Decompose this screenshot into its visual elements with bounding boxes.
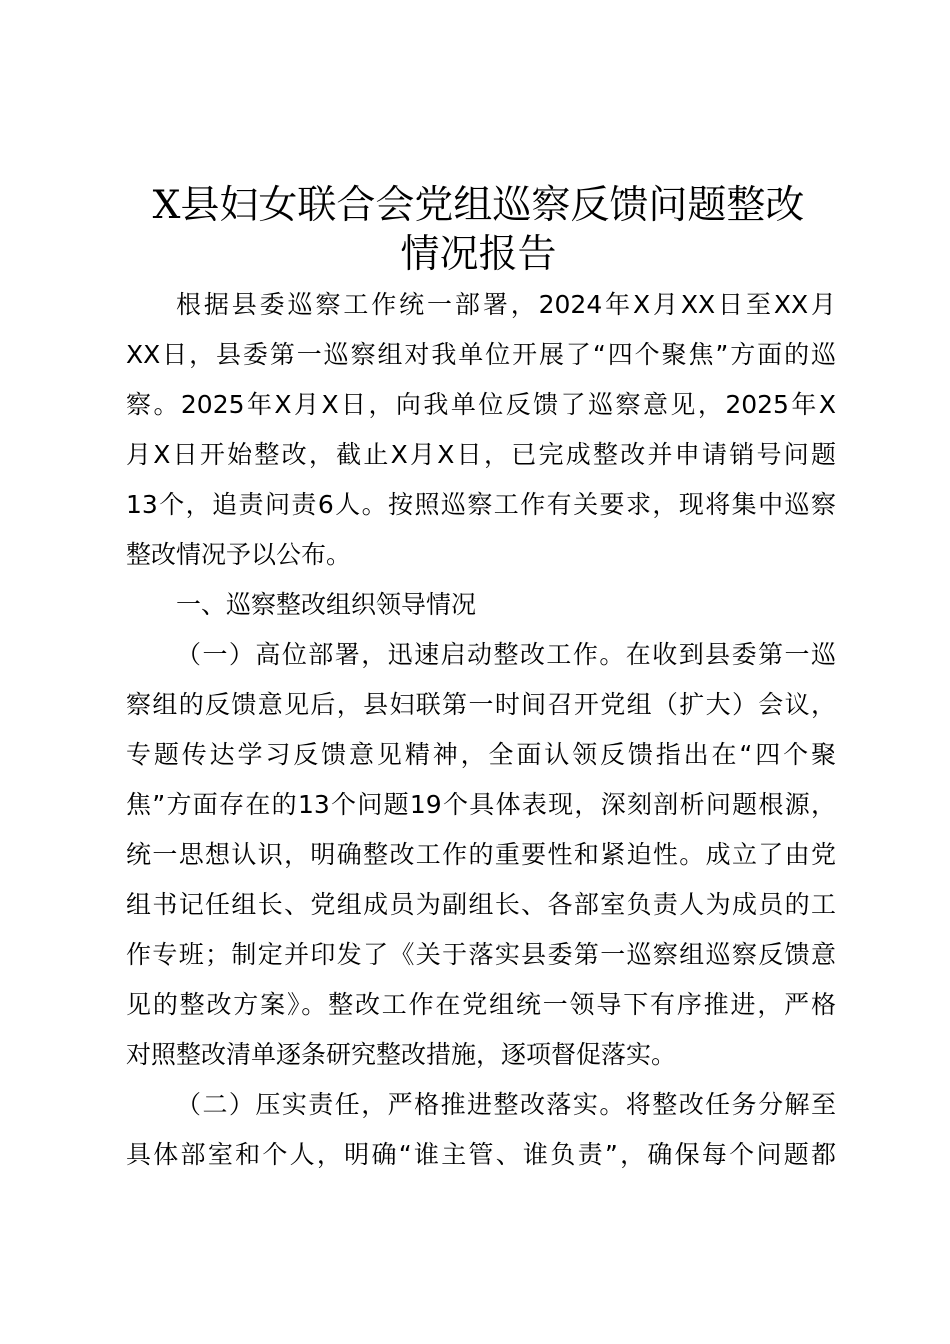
paragraph-1-line-8: 见的整改方案》。整改工作在党组统一领导下有序推进，严格 <box>126 990 836 1019</box>
paragraph-1-line-9: 对照整改清单逐条研究整改措施，逐项督促落实。 <box>126 1040 677 1069</box>
paragraph-1-line-1: （一）高位部署，迅速启动整改工作。在收到县委第一巡 <box>176 640 836 669</box>
paragraph-intro-line-6: 整改情况予以公布。 <box>126 540 352 569</box>
document-title-line-1: X县妇女联合会党组巡察反馈问题整改 <box>152 183 805 228</box>
paragraph-intro-line-2: XX日，县委第一巡察组对我单位开展了“四个聚焦”方面的巡 <box>126 340 836 369</box>
paragraph-2-line-2: 具体部室和个人，明确“谁主管、谁负责”，确保每个问题都 <box>126 1140 836 1169</box>
paragraph-1-line-7: 作专班；制定并印发了《关于落实县委第一巡察组巡察反馈意 <box>126 940 836 969</box>
paragraph-2-line-1: （二）压实责任，严格推进整改落实。将整改任务分解至 <box>176 1090 836 1119</box>
paragraph-intro-line-1: 根据县委巡察工作统一部署，2024年X月XX日至XX月 <box>176 290 836 319</box>
paragraph-1-line-2: 察组的反馈意见后，县妇联第一时间召开党组（扩大）会议， <box>126 690 836 719</box>
paragraph-1-line-5: 统一思想认识，明确整改工作的重要性和紧迫性。成立了由党 <box>126 840 836 869</box>
paragraph-1-line-3: 专题传达学习反馈意见精神，全面认领反馈指出在“四个聚 <box>126 740 836 769</box>
paragraph-intro-line-3: 察。2025年X月X日，向我单位反馈了巡察意见，2025年X <box>126 390 836 419</box>
paragraph-1-line-4: 焦”方面存在的13个问题19个具体表现，深刻剖析问题根源， <box>126 790 836 819</box>
paragraph-intro-line-5: 13个，追责问责6人。按照巡察工作有关要求，现将集中巡察 <box>126 490 836 519</box>
section-heading-1: 一、巡察整改组织领导情况 <box>176 590 477 619</box>
paragraph-1-line-6: 组书记任组长、党组成员为副组长、各部室负责人为成员的工 <box>126 890 836 919</box>
paragraph-intro-line-4: 月X日开始整改，截止X月X日，已完成整改并申请销号问题 <box>126 440 836 469</box>
document-title-line-2: 情况报告 <box>400 232 557 277</box>
